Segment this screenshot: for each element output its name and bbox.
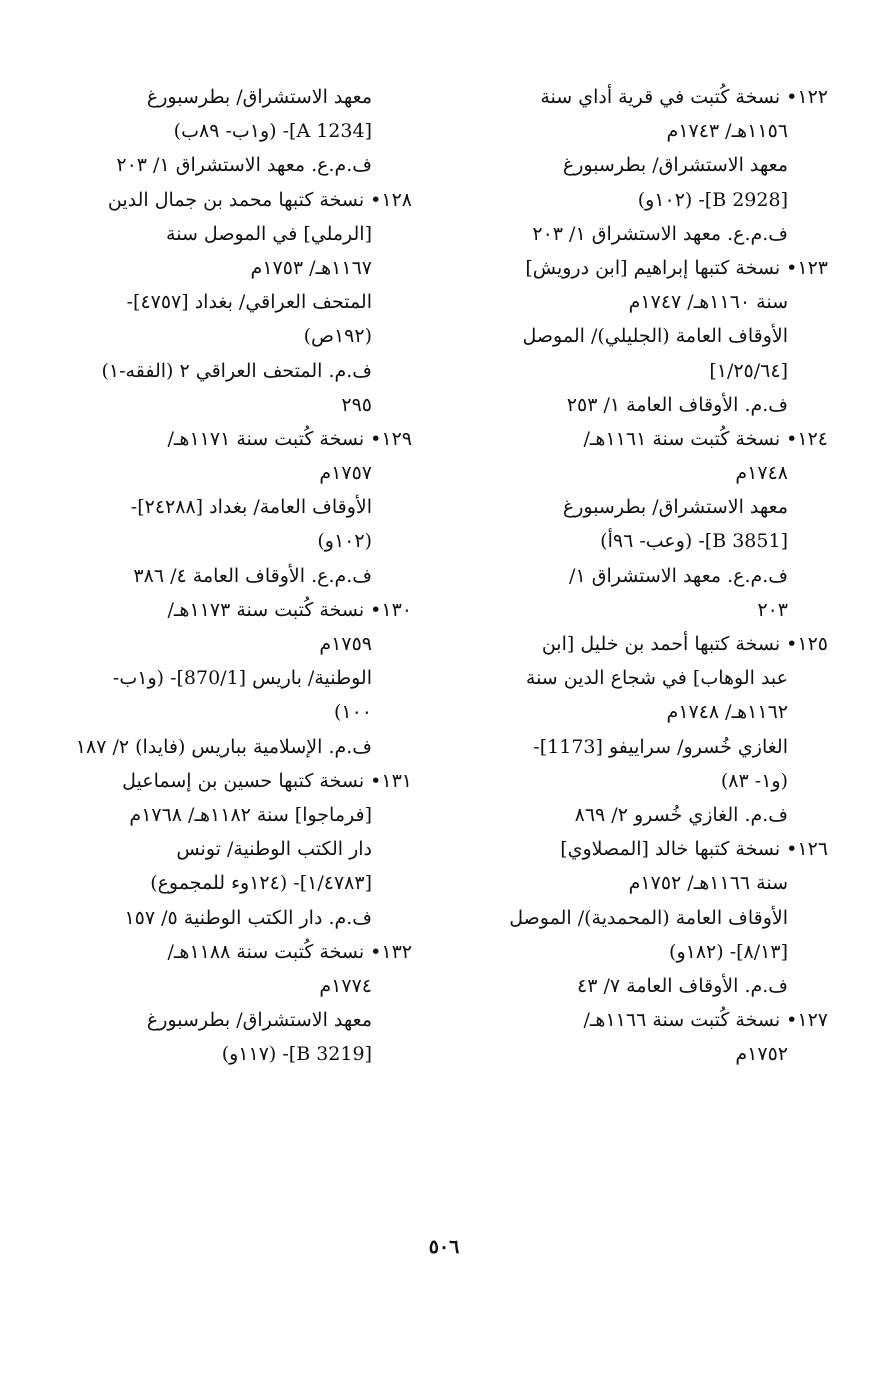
text-line: ١١٥٦هـ/ ١٧٤٣م [666, 120, 788, 143]
left-column [67, 80, 412, 1071]
text-line: ١٧٧٤م [319, 974, 372, 997]
text-line: ١٧٥٧م [319, 462, 372, 485]
text-line: ف.م. الأوقاف العامة ٧/ ٤٣ [577, 974, 788, 997]
text-line: [٨/١٣]- (١٨٢و) [669, 940, 788, 963]
text-line: الأوقاف العامة (المحمدية)/ الموصل [509, 906, 788, 929]
entry-heading-line: ١٢٥• نسخة كتبها أحمد بن خليل [ابن [541, 633, 828, 655]
text-line: (١٩٢ص) [303, 325, 372, 348]
text-line: معهد الاستشراق/ بطرسبورغ [562, 154, 788, 177]
entry-heading-line: ١٣٢• نسخة كُتبت سنة ١١٨٨هـ/ [167, 940, 412, 963]
entry-heading-line: ١٣٠• نسخة كُتبت سنة ١١٧٣هـ/ [167, 598, 412, 621]
text-line: دار الكتب الوطنية/ تونس [176, 838, 372, 861]
text-line: ١٧٥٢م [735, 1043, 788, 1066]
entry-heading-line: ١٢٩• نسخة كُتبت سنة ١١٧١هـ/ [167, 427, 412, 450]
text-line: ١١٦٢هـ/ ١٧٤٨م [666, 701, 788, 724]
text-line: (و١- ٨٣) [720, 769, 788, 792]
text-line: المتحف العراقي/ بغداد [٤٧٥٧]- [126, 291, 372, 314]
text-line: [فرماجوا] سنة ١١٨٢هـ/ ١٧٦٨م [129, 803, 372, 826]
text-line: ١٠٠) [333, 701, 372, 724]
entry-heading-line: ١٢٧• نسخة كُتبت سنة ١١٦٦هـ/ [583, 1009, 828, 1032]
text-line: سنة ١١٦٦هـ/ ١٧٥٢م [628, 872, 788, 895]
right-column [483, 80, 828, 1071]
text-line: عبد الوهاب] في شجاع الدين سنة [525, 667, 788, 690]
text-line: [B 2928]- (١٠٢و) [637, 188, 788, 211]
text-line: ف.م. المتحف العراقي ٢ (الفقه-١) [101, 359, 372, 382]
text-line: ف.م. دار الكتب الوطنية ٥/ ١٥٧ [124, 906, 372, 929]
entry-heading-line: ١٢٦• نسخة كتبها خالد [المصلاوي] [560, 838, 828, 861]
text-line: معهد الاستشراق/ بطرسبورغ [146, 86, 372, 108]
text-line: ف.م.ع. الأوقاف العامة ٤/ ٣٨٦ [133, 564, 372, 587]
text-line: ف.م. الإسلامية بباريس (فايدا) ٢/ ١٨٧ [75, 735, 372, 758]
text-line: ١١٦٧هـ/ ١٧٥٣م [250, 256, 372, 279]
text-line: [B 3219]- (١١٧و) [221, 1043, 372, 1066]
text-line: سنة ١١٦٠هـ/ ١٧٤٧م [628, 291, 788, 314]
text-line: [١/٤٧٨٣]- (١٢٤وء للمجموع) [150, 872, 372, 895]
entry-heading-line: ١٢٣• نسخة كتبها إبراهيم [ابن درويش] [525, 256, 828, 279]
text-line: ١٧٤٨م [735, 462, 788, 485]
text-line: ف.م.ع. معهد الاستشراق ١/ ٢٠٣ [116, 154, 372, 177]
text-line: الغازي خُسرو/ سراييفو [1173]- [533, 735, 788, 758]
text-line: [A 1234]- (و١ب- ٨٩ب) [173, 120, 372, 143]
text-line: ف.م. الأوقاف العامة ١/ ٢٥٣ [566, 393, 788, 416]
text-line: الأوقاف العامة (الجليلي)/ الموصل [522, 325, 788, 348]
text-line: معهد الاستشراق/ بطرسبورغ [562, 496, 788, 519]
entry-heading-line: ١٢٤• نسخة كُتبت سنة ١١٦١هـ/ [583, 427, 828, 450]
text-line: معهد الاستشراق/ بطرسبورغ [146, 1009, 372, 1032]
page-number: ٥٠٦ [428, 1236, 460, 1258]
text-line: ف.م.ع. معهد الاستشراق ١/ ٢٠٣ [532, 222, 788, 245]
text-line: الوطنية/ باريس [870/1]- (و١ب- [112, 667, 372, 690]
text-line: ٢٩٥ [341, 393, 372, 416]
entry-heading-line: ١٢٨• نسخة كتبها محمد بن جمال الدين [107, 188, 412, 211]
text-line: ف.م.ع. معهد الاستشراق ١/ [569, 564, 788, 587]
text-line: [١/٢٥/٦٤] [709, 359, 788, 382]
entry-heading-line: ١٣١• نسخة كتبها حسين بن إسماعيل [122, 769, 412, 792]
text-line: [الرملي] في الموصل سنة [166, 222, 372, 245]
text-line: ٢٠٣ [757, 598, 788, 621]
text-line: [B 3851]- (وعب- ٩٦أ) [600, 530, 788, 553]
text-line: ١٧٥٩م [319, 633, 372, 655]
entry-heading-line: ١٢٢• نسخة كُتبت في قرية أداي سنة [540, 86, 828, 108]
text-line: الأوقاف العامة/ بغداد [٢٤٢٨٨]- [130, 496, 372, 519]
text-line: ف.م. الغازي خُسرو ٢/ ٨٦٩ [574, 803, 788, 826]
text-line: (١٠٢و) [317, 530, 372, 553]
